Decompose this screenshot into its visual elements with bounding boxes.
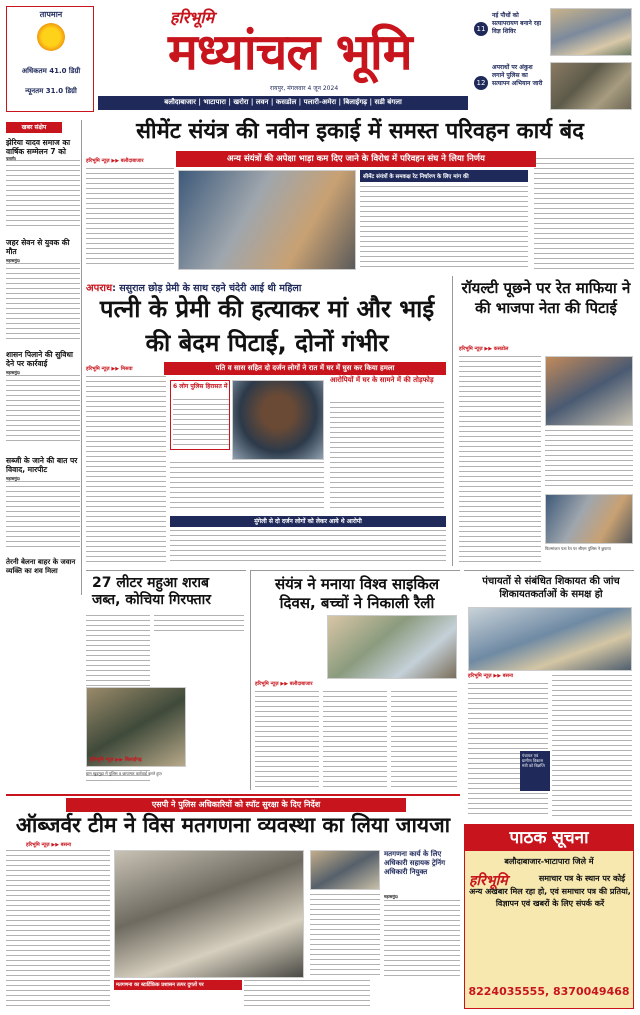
observer-headline: ऑब्जर्वर टीम ने विस मतगणना व्यवस्था का लिया जायजा (15, 813, 451, 837)
reader-notice[interactable] (464, 824, 634, 1009)
weather-label: तापमान (39, 10, 63, 19)
teaser-2-photo (550, 62, 632, 110)
sidebar-body-4 (6, 481, 80, 551)
panchayat-headline: पंचायतों से संबंधित शिकायत की जांच शिकायतकर्ताओं के समक्ष हो (482, 576, 620, 600)
royalty-caption: फिल्मांकन पता रेत पर सीएम पुलिस ने छुपाया (545, 546, 611, 551)
cycle-headline: संयंत्र ने मनाया विश्व साइकिल दिवस, बच्चों ने निकाली रैली (274, 575, 439, 612)
cycle-byline: हरिभूमि न्यूज़ ▶▶ बलौदाबाजार (255, 681, 313, 687)
liquor-byline: हरिभूमि न्यूज़ ▶▶ बिलाईगढ़ (90, 757, 142, 763)
cycle-photo (327, 615, 457, 679)
crime-strap: पति व सास सहित दो दर्जन लोगों ने रात में घर में घुस कर किया हमला (164, 362, 446, 375)
sidebar-body-1 (6, 160, 80, 230)
sidebar (6, 120, 82, 595)
city-nav-bar (98, 96, 468, 110)
crime-photo-caption: मुंगेली से दो दर्जन लोगों को लेकर आये थे आरोपी (170, 516, 446, 527)
crime-body-mid (170, 462, 324, 512)
cycle-story[interactable] (250, 570, 460, 790)
royalty-body-mid (545, 430, 633, 490)
royalty-headline: रॉयल्टी पूछने पर रेत माफिया ने की भाजपा नेता की पिटाई (461, 279, 631, 317)
lead-body-mid (360, 186, 528, 270)
notice-line2: समाचार पत्र के स्थान पर कोई अन्य अखबार मिल रहा हो, एवं समाचार पत्र की प्रतियां, विज्ञापन एवं खबरों के लिए संपर्क करें (469, 874, 631, 908)
cycle-body-2 (323, 691, 387, 787)
teaser-1[interactable] (474, 8, 634, 58)
min-temp: न्यूनतम 31.0 डिग्री (25, 87, 77, 95)
liquor-photo (86, 687, 186, 767)
lead-caption: सीमेंट संयंत्रों के समकक्ष रेट निर्धारण के लिए मांग की (363, 174, 469, 180)
sidebar-headline-3: शासन पिलाने की सुविधा देने पर कार्रवाई (6, 350, 73, 368)
royalty-photo-2 (545, 494, 633, 544)
sidebar-headline-5: तेरनी बेलना बाहर के जवान व्यक्ति का शव मिला (6, 558, 76, 575)
observer-byline: हरिभूमि न्यूज़ ▶▶ बसना (26, 842, 72, 848)
sun-icon (37, 23, 65, 51)
lead-byline: हरिभूमि न्यूज़ ▶▶ बलौदाबाजार (86, 158, 144, 164)
observer-body-left (6, 850, 110, 1006)
royalty-body-left (459, 356, 541, 562)
liquor-story[interactable] (86, 570, 246, 790)
notice-line1: बलौदाबाजार-भाटापारा जिले में (504, 857, 594, 866)
training-headline: मतगणना कार्य के लिए अधिकारी सहायक ट्रेनिंग अधिकारी नियुक्त (384, 850, 446, 876)
cycle-body-1 (255, 691, 319, 787)
max-temp: अधिकतम 41.0 डिग्री (21, 67, 81, 75)
teaser-2-number: 12 (474, 76, 488, 90)
crime-headline: पत्नी के प्रेमी की हत्याकर मां और भाई की बेदम पिटाई, दोनों गंभीर (99, 295, 435, 357)
notice-phones[interactable]: 8224035555, 8370049468 (468, 985, 630, 998)
lead-caption-bar (360, 170, 528, 182)
teaser-2[interactable] (474, 62, 634, 112)
panchayat-body-right (552, 675, 632, 817)
training-photo (310, 850, 380, 890)
lead-body-left (86, 168, 174, 268)
notice-brand: हरिभूमि (469, 873, 508, 889)
city-nav-text: बलौदाबाजार | भाटापारा | खरोरा | लवन | कसडोल | पलारी-अमेरा | बिलाईगढ़ | सडी बंगला (164, 98, 402, 106)
panchayat-side-box: पंचायत एवं ग्रामीण विकास मंत्री को बिज्ञप्ति (520, 751, 550, 791)
panchayat-story[interactable] (464, 570, 634, 820)
panchayat-body-left (468, 683, 548, 817)
notice-title: पाठक सूचना (465, 825, 633, 851)
lead-headline: सीमेंट संयंत्र की नवीन इकाई में समस्त परिवहन कार्य बंद (136, 119, 584, 144)
crime-box-1 (170, 380, 230, 450)
crime-body-left (86, 376, 166, 562)
liquor-body-right (154, 615, 244, 635)
sidebar-body-2 (6, 263, 80, 343)
royalty-photo-1 (545, 356, 633, 426)
dateline: रायपुर, मंगलवार 4 जून 2024 (270, 85, 339, 92)
observer-strap: एसपी ने पुलिस अधिकारियों को स्पॉट सुरक्षा के दिए निर्देश (66, 798, 406, 812)
training-byline: महासमुंद। (384, 894, 399, 899)
crime-box-1-title: 6 लोग पुलिस हिरासत में (173, 383, 228, 390)
crime-box-2-body (330, 402, 444, 512)
crime-accused-photo (232, 380, 324, 460)
royalty-byline: हरिभूमि न्यूज़ ▶▶ कसडोल (459, 346, 509, 352)
liquor-caption: ग्राम खुड़मुड़ा में पुलिस व छापामार कार्रवाई करते हुए। (86, 771, 163, 776)
royalty-story[interactable] (452, 276, 634, 566)
crime-kicker: अपराध (86, 283, 113, 294)
lead-body-right (534, 158, 634, 270)
crime-byline: हरिभूमि न्यूज़ ▶▶ मिसवा (86, 366, 133, 372)
teaser-1-number: 11 (474, 22, 488, 36)
brand-main: मध्यांचल भूमि (168, 23, 412, 81)
training-body-left (310, 894, 380, 978)
weather-box (6, 6, 94, 112)
training-body (384, 900, 460, 978)
crime-kicker-rest: : ससुराल छोड़ प्रेमी के साथ रहने चंदेरी आई थी महिला (112, 283, 302, 294)
training-box[interactable] (310, 850, 460, 978)
sidebar-headline-1: झेरिया यादव समाज का वार्षिक सम्मेलन 7 को (6, 138, 71, 156)
crime-box-2 (328, 376, 446, 516)
observer-photo (114, 850, 304, 978)
observer-body-bottom (244, 980, 370, 1006)
teaser-1-photo (550, 8, 632, 56)
lead-story[interactable] (86, 118, 634, 273)
crime-kicker-row (86, 276, 446, 294)
crime-story[interactable] (86, 276, 446, 566)
sidebar-dateline-1: पलारी। (6, 156, 17, 161)
sidebar-dateline-2: महासमुंद। (6, 258, 21, 263)
panchayat-photo (468, 607, 632, 671)
sidebar-dateline-4: महासमुंद। (6, 476, 21, 481)
lead-strap: अन्य संयंत्रों की अपेक्षा भाड़ा कम दिए जाने के विरोध में परिवहन संघ ने लिया निर्णय (176, 151, 536, 167)
sidebar-tag: खबर संक्षेप (6, 122, 62, 133)
cycle-body-3 (391, 691, 457, 787)
observer-story[interactable] (6, 794, 460, 1009)
brand-small: हरिभूमि (170, 8, 215, 27)
sidebar-body-3 (6, 375, 80, 445)
crime-body-bottom (170, 530, 446, 562)
observer-caption: मतगणना का स्टार्टिफ़िक प्रशासन तत्पर दुगतों पर (114, 980, 242, 990)
crime-box-1-body (173, 399, 229, 449)
panchayat-byline: हरिभूमि न्यूज़ ▶▶ बसना (468, 673, 514, 679)
liquor-headline: 27 लीटर महुआ शराब जब्त, कोचिया गिरफ्तार (92, 575, 211, 608)
lead-photo (178, 170, 356, 270)
sidebar-dateline-3: महासमुंद। (6, 370, 21, 375)
sidebar-headline-2: जहर सेवन से युवक की मौत (6, 238, 70, 256)
teaser-1-text: नई पौधों को सत्यापरायण बनाने रहा विज्ञ शिविर (492, 12, 542, 35)
crime-box-2-title: आरोपियों में घर के सामने में की तोड़फोड़ (330, 376, 434, 384)
teaser-2-text: अपराधों पर अंकुश लगाने पुलिस का सत्यापन अभियान जारी (492, 64, 543, 87)
sidebar-headline-4: सब्जी के जाने की बात पर विवाद, मारपीट (6, 456, 78, 474)
